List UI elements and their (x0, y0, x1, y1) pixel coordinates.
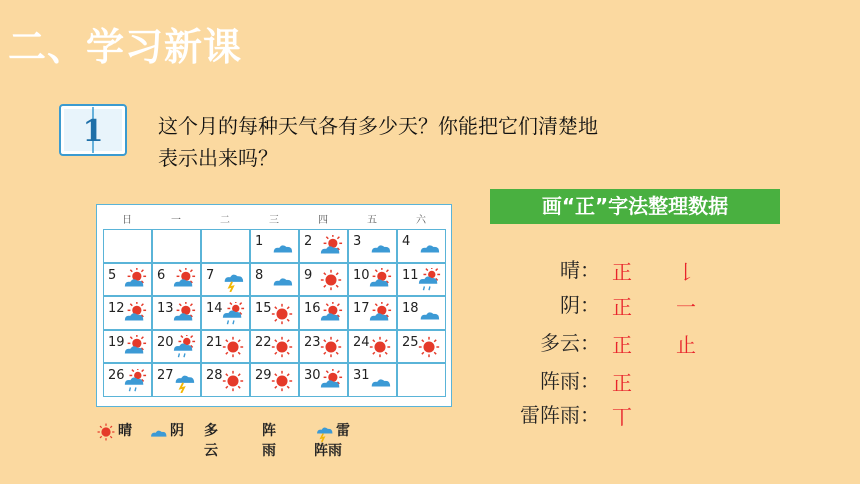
legend-item-cloud (148, 420, 184, 440)
day-number: 16 (304, 301, 321, 317)
sun-weather-icon (417, 335, 441, 359)
legend-label: 阵雨 (262, 423, 276, 459)
day-number: 18 (402, 301, 419, 317)
calendar-day-cell (152, 330, 201, 364)
legend-item-thunder (314, 420, 350, 460)
day-number: 20 (157, 334, 174, 350)
shower-weather-icon (172, 335, 196, 359)
tally-mark: 𠄌 (676, 260, 696, 284)
calendar-day-cell (250, 363, 299, 397)
weekday-label: 二 (220, 215, 230, 226)
tally-mark: 丅 (612, 405, 632, 429)
weekday-label: 日 (122, 215, 132, 226)
tally-label: 雷阵雨： (520, 403, 600, 427)
cloud-weather-icon (368, 235, 392, 259)
book-number-icon (58, 103, 128, 157)
weather-calendar (96, 204, 452, 407)
weekday-label: 三 (269, 215, 279, 226)
legend-item-sun (96, 420, 132, 440)
sun-weather-icon (270, 335, 294, 359)
svg-text:1: 1 (82, 114, 104, 149)
day-number: 9 (304, 267, 313, 283)
day-number: 13 (157, 301, 174, 317)
day-number: 7 (206, 267, 215, 283)
suncloud-weather-icon (319, 235, 343, 259)
question-text (158, 110, 738, 174)
day-number: 27 (157, 368, 174, 384)
legend-label: 雷阵雨 (314, 423, 350, 459)
calendar-day-cell (103, 263, 152, 297)
cloud-weather-icon (148, 422, 168, 442)
day-number: 22 (255, 334, 272, 350)
day-number: 17 (353, 301, 370, 317)
calendar-day-cell (299, 296, 348, 330)
sun-weather-icon (319, 268, 343, 292)
calendar-day-cell (103, 229, 152, 263)
tally-mark: 正 (612, 371, 632, 395)
tally-mark: 正 (612, 295, 632, 319)
day-number: 12 (108, 301, 125, 317)
day-number: 15 (255, 301, 272, 317)
day-number: 28 (206, 368, 223, 384)
sun-weather-icon (319, 335, 343, 359)
suncloud-weather-icon (123, 302, 147, 326)
calendar-day-cell (348, 330, 397, 364)
tally-mark: 正 (612, 333, 632, 357)
day-number: 8 (255, 267, 264, 283)
calendar-day-cell (348, 296, 397, 330)
day-number: 25 (402, 334, 419, 350)
sun-weather-icon (96, 422, 116, 442)
weekday-label: 五 (367, 215, 377, 226)
calendar-day-cell (201, 263, 250, 297)
day-number: 1 (255, 234, 264, 249)
cloud-weather-icon (270, 268, 294, 292)
day-number: 26 (108, 368, 125, 384)
calendar-day-cell (348, 229, 397, 263)
day-number: 10 (353, 267, 370, 283)
cloud-weather-icon (417, 235, 441, 259)
weekday-label: 一 (171, 215, 181, 226)
calendar-day-cell (201, 296, 250, 330)
sun-weather-icon (221, 369, 245, 393)
sun-weather-icon (221, 335, 245, 359)
calendar-day-cell (250, 296, 299, 330)
calendar-day-cell (250, 229, 299, 263)
legend-item-shower (262, 420, 276, 460)
day-number: 19 (108, 334, 125, 350)
question-line-2: 表示出来吗？ (158, 146, 278, 170)
calendar-day-cell (299, 330, 348, 364)
suncloud-weather-icon (123, 335, 147, 359)
suncloud-weather-icon (172, 302, 196, 326)
day-number: 2 (304, 234, 313, 249)
tally-mark: 一 (676, 295, 696, 319)
thunder-weather-icon (314, 422, 334, 442)
sun-weather-icon (368, 335, 392, 359)
calendar-day-cell (397, 363, 446, 397)
method-badge: 画“正”字法整理数据 (490, 189, 780, 224)
day-number: 6 (157, 267, 166, 283)
calendar-day-cell (299, 363, 348, 397)
day-number: 3 (353, 234, 362, 249)
weekday-label: 六 (416, 215, 426, 226)
cloud-weather-icon (368, 369, 392, 393)
day-number: 5 (108, 267, 117, 283)
legend-item-suncloud (204, 420, 218, 460)
calendar-day-cell (103, 330, 152, 364)
calendar-day-cell (152, 296, 201, 330)
day-number: 31 (353, 368, 370, 384)
suncloud-weather-icon (172, 268, 196, 292)
day-number: 30 (304, 368, 321, 384)
day-number: 21 (206, 334, 223, 350)
day-number: 23 (304, 334, 321, 350)
thunder-weather-icon (221, 268, 245, 292)
calendar-day-cell (103, 296, 152, 330)
calendar-day-cell (397, 229, 446, 263)
tally-label: 阵雨： (540, 369, 600, 393)
suncloud-weather-icon (319, 302, 343, 326)
calendar-day-cell (152, 229, 201, 263)
cloud-weather-icon (270, 235, 294, 259)
calendar-day-cell (397, 330, 446, 364)
tally-label: 晴： (560, 258, 600, 282)
suncloud-weather-icon (368, 302, 392, 326)
calendar-day-cell (348, 363, 397, 397)
day-number: 24 (353, 334, 370, 350)
tally-mark: 正 (612, 260, 632, 284)
day-number: 4 (402, 234, 411, 249)
shower-weather-icon (417, 268, 441, 292)
shower-weather-icon (221, 302, 245, 326)
cloud-weather-icon (417, 302, 441, 326)
thunder-weather-icon (172, 369, 196, 393)
calendar-day-cell (201, 363, 250, 397)
sun-weather-icon (270, 369, 294, 393)
calendar-day-cell (250, 330, 299, 364)
tally-label: 阴： (560, 293, 600, 317)
page-title: 二、学习新课 (8, 25, 243, 69)
calendar-day-cell (397, 296, 446, 330)
calendar-day-cell (201, 330, 250, 364)
calendar-day-cell (299, 263, 348, 297)
calendar-day-cell (103, 363, 152, 397)
legend-label: 晴 (118, 423, 132, 439)
day-number: 11 (402, 267, 419, 283)
calendar-day-cell (152, 363, 201, 397)
calendar-weekday-header (97, 205, 451, 228)
suncloud-weather-icon (368, 268, 392, 292)
sun-weather-icon (270, 302, 294, 326)
shower-weather-icon (123, 369, 147, 393)
weekday-label: 四 (318, 215, 328, 226)
suncloud-weather-icon (123, 268, 147, 292)
tally-label: 多云： (540, 331, 600, 355)
day-number: 29 (255, 368, 272, 384)
calendar-day-cell (397, 263, 446, 297)
day-number: 14 (206, 301, 223, 317)
calendar-day-cell (299, 229, 348, 263)
calendar-day-cell (250, 263, 299, 297)
question-line-1: 这个月的每种天气各有多少天？你能把它们清楚地 (158, 114, 598, 138)
calendar-grid (103, 229, 446, 397)
calendar-day-cell (152, 263, 201, 297)
suncloud-weather-icon (319, 369, 343, 393)
calendar-day-cell (348, 263, 397, 297)
legend-label: 多云 (204, 423, 218, 459)
tally-mark: 止 (676, 333, 696, 357)
legend-label: 阴 (170, 423, 184, 439)
calendar-day-cell (201, 229, 250, 263)
